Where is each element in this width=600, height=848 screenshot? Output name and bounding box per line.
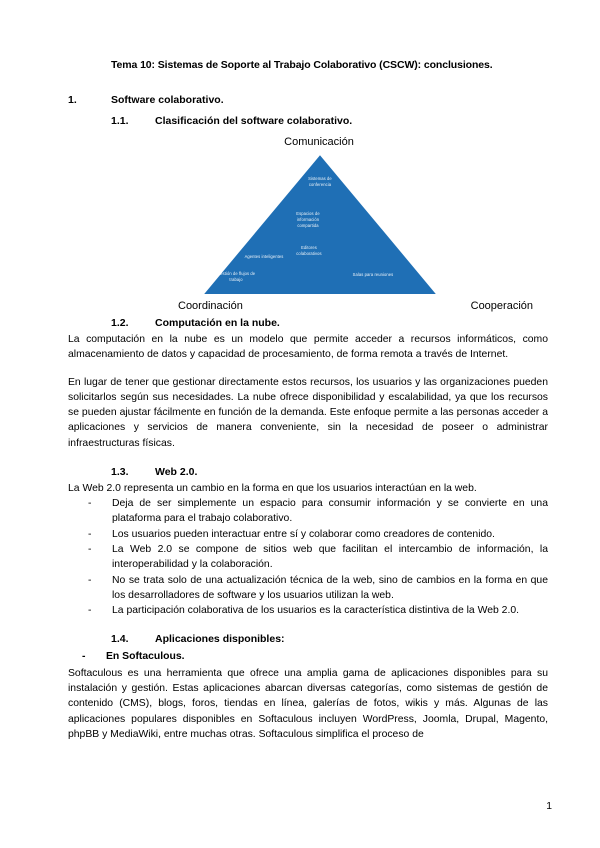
- subheading-softaculous-label: En Softaculous.: [106, 651, 185, 663]
- heading-section-1-1: [68, 114, 548, 130]
- list-item-text: Los usuarios pueden interactuar entre sí y colaborar como creadores de contenido.: [112, 528, 495, 540]
- list-item: [68, 603, 548, 618]
- bullet-marker: -: [88, 574, 92, 586]
- triangle-label-espacios-informacion: Espacios de información compartida: [296, 211, 320, 229]
- bullet-marker: -: [88, 528, 92, 540]
- bullet-marker: -: [88, 605, 92, 617]
- bullet-marker: -: [82, 651, 86, 663]
- list-item-text: La participación colaborativa de los usuarios es la característica distintiva de la Web 2.0.: [112, 605, 519, 617]
- triangle-label-editores-colaborativos: Editores colaborativos: [296, 245, 322, 257]
- heading-1-2-label: Computación en la nube.: [155, 317, 280, 330]
- heading-section-1-2: [68, 316, 548, 332]
- bullet-marker: -: [88, 543, 92, 555]
- web20-bullet-list: [68, 496, 548, 618]
- paragraph-softaculous: Softaculous es una herramienta que ofrece una amplia gama de aplicaciones disponibles para su instalación y gestión. Estas aplicaciones abarcan diversas categorías, como sistemas de gestión de contenido (CMS), blogs, foros, tiendas en línea, galerías de fotos, wikis y más. Algunas de las aplicaciones populares disponibles en Softaculous incluyen WordPress, Joomla, Drupal, Magento, phpBB y MediaWiki, entre muchas otras. Softaculous simplifica el proceso de: [68, 667, 548, 740]
- list-item-text: La Web 2.0 se compone de sitios web que facilitan el intercambio de información, la interoperabilidad y la colaboración.: [112, 543, 548, 571]
- heading-1-4-number: 1.4.: [111, 633, 129, 646]
- list-item-text: No se trata solo de una actualización técnica de la web, sino de cambios en la forma en que los desarrolladores de software y los usuarios utilizan la web.: [112, 574, 548, 601]
- triangle-bottom-left-label: Coordinación: [178, 300, 243, 313]
- heading-1-4-label: Aplicaciones disponibles:: [155, 633, 285, 646]
- triangle-bottom-right-label: Cooperación: [470, 300, 533, 313]
- list-item-text: Deja de ser simplemente un espacio para consumir información y se convierte en una plataforma para el trabajo colaborativo.: [112, 498, 548, 525]
- heading-section-1: [68, 93, 548, 109]
- triangle-graphic: [204, 155, 436, 294]
- page-number: 1: [546, 801, 552, 812]
- triangle-bottom-labels: [68, 300, 548, 312]
- heading-1-label: Software colaborativo.: [111, 93, 224, 106]
- triangle-label-salas-reuniones: Salas para reuniones: [352, 272, 394, 278]
- cscw-triangle-diagram: [68, 136, 548, 312]
- triangle-label-conferencia: Sistemas de conferencia: [308, 176, 332, 188]
- heading-1-1-label: Clasificación del software colaborativo.: [155, 115, 353, 128]
- heading-section-1-4: [68, 632, 548, 648]
- heading-1-2-number: 1.2.: [111, 317, 129, 330]
- heading-1-3-label: Web 2.0.: [155, 466, 198, 479]
- list-item: [68, 496, 548, 527]
- list-item: [68, 573, 548, 604]
- paragraph-cloud-1: La computación en la nube es un modelo que permite acceder a recursos informáticos, como almacenamiento de datos y capacidad de procesamiento, de forma remota a través de Internet.: [68, 333, 548, 361]
- list-item: [68, 527, 548, 542]
- list-item: [68, 542, 548, 573]
- heading-1-1-number: 1.1.: [111, 115, 129, 128]
- heading-1-number: 1.: [68, 93, 77, 106]
- paragraph-cloud-2: En lugar de tener que gestionar directamente estos recursos, los usuarios y las organizaciones pueden solicitarlos según sus necesidades. La nube ofrece disponibilidad y escalabilidad, ya que los recursos se pueden ajustar fácilmente en función de la demanda. Este enfoque permite a las personas acceder a aplicaciones y servicios de manera conveniente, sin la necesidad de poseer o administrar infraestructuras físicas.: [68, 376, 548, 449]
- bullet-marker: -: [88, 498, 92, 510]
- paragraph-web20-intro: La Web 2.0 representa un cambio en la forma en que los usuarios interactúan en la web.: [68, 482, 477, 494]
- triangle-label-mensajeria: Sistemas de mensajería: [243, 210, 267, 222]
- triangle-label-gestion-flujos: Gestión de flujos de trabajo: [216, 271, 256, 283]
- page-title: Tema 10: Sistemas de Soporte al Trabajo Colaborativo (CSCW): conclusiones.: [111, 59, 493, 71]
- heading-1-3-number: 1.3.: [111, 466, 129, 479]
- triangle-apex-label: Comunicación: [284, 136, 354, 149]
- subheading-softaculous: [68, 649, 548, 665]
- triangle-label-agentes-inteligentes: Agentes inteligentes: [244, 254, 284, 260]
- heading-section-1-3: [68, 465, 548, 481]
